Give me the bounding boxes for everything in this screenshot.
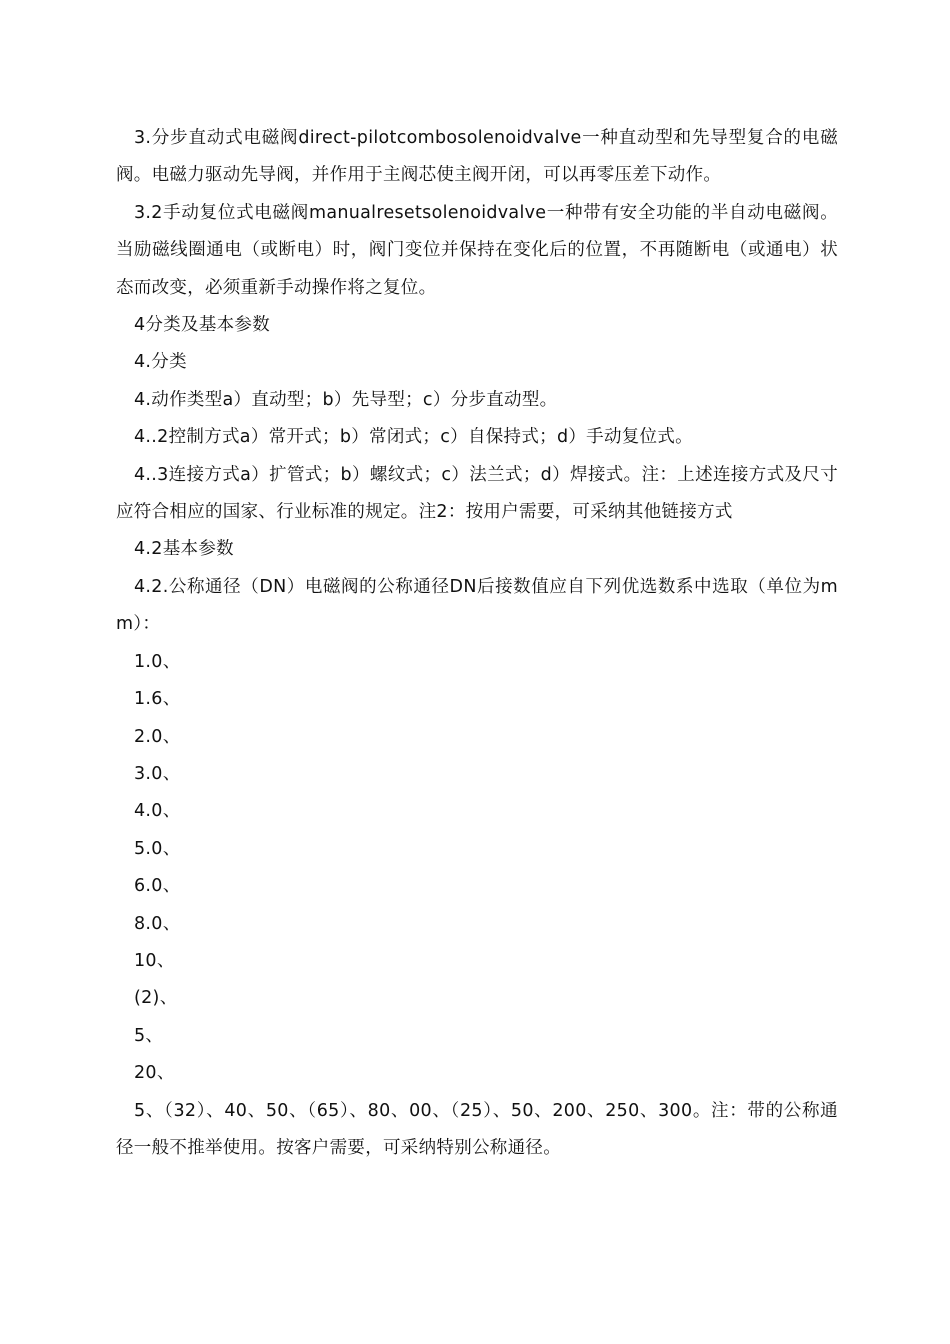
paragraph-3-1: 3.分步直动式电磁阀direct-pilotcombosolenoidvalve一种直动型和先导型复合的电磁阀。电磁力驱动先导阀，并作用于主阀芯使主阀开闭，可以再零压差下动作。 — [116, 128, 838, 186]
section-heading-4: 4分类及基本参数 — [134, 315, 271, 336]
list-item: 1.0、 — [134, 651, 181, 672]
paragraph-3-2: 3.2手动复位式电磁阀manualresetsolenoidvalve一种带有安全功能的半自动电磁阀。当励磁线圈通电（或断电）时，阀门变位并保持在变化后的位置，不再随断电（或通电）状态而改变，必须重新手动操作将之复位。 — [116, 202, 838, 298]
list-item: 6.0、 — [134, 876, 181, 897]
paragraph-control-mode: 4..2控制方式a）常开式；b）常闭式；c）自保持式；d）手动复位式。 — [134, 427, 693, 448]
paragraph-action-type: 4.动作类型a）直动型；b）先导型；c）分步直动型。 — [134, 389, 558, 410]
list-item: 8.0、 — [134, 913, 181, 934]
document-page — [116, 120, 838, 1167]
subsection-heading-classification: 4.分类 — [134, 352, 187, 373]
list-item: 1.6、 — [134, 689, 181, 710]
list-item: 10、 — [134, 950, 175, 971]
paragraph-nominal-diameter: 4.2.公称通径（DN）电磁阀的公称通径DN后接数值应自下列优选数系中选取（单位为mm）： — [116, 576, 838, 635]
paragraph-connection-mode: 4..3连接方式a）扩管式；b）螺纹式；c）法兰式；d）焊接式。注：上述连接方式及尺寸应符合相应的国家、行业标准的规定。注2：按用户需要，可采纳其他链接方式 — [116, 464, 838, 523]
list-item: 3.0、 — [134, 763, 181, 784]
paragraph-diameter-series: 5、（32）、40、50、（65）、80、00、（25）、50、200、250、300。注：带的公称通径一般不推举使用。按客户需要，可采纳特别公称通径。 — [116, 1100, 838, 1158]
list-item: 4.0、 — [134, 801, 181, 822]
list-item: (2)、 — [134, 988, 178, 1009]
list-item: 20、 — [134, 1063, 175, 1084]
list-item: 5、 — [134, 1025, 164, 1046]
list-item: 2.0、 — [134, 726, 181, 747]
list-item: 5.0、 — [134, 838, 181, 859]
subsection-heading-basic-parameters: 4.2基本参数 — [134, 539, 234, 560]
